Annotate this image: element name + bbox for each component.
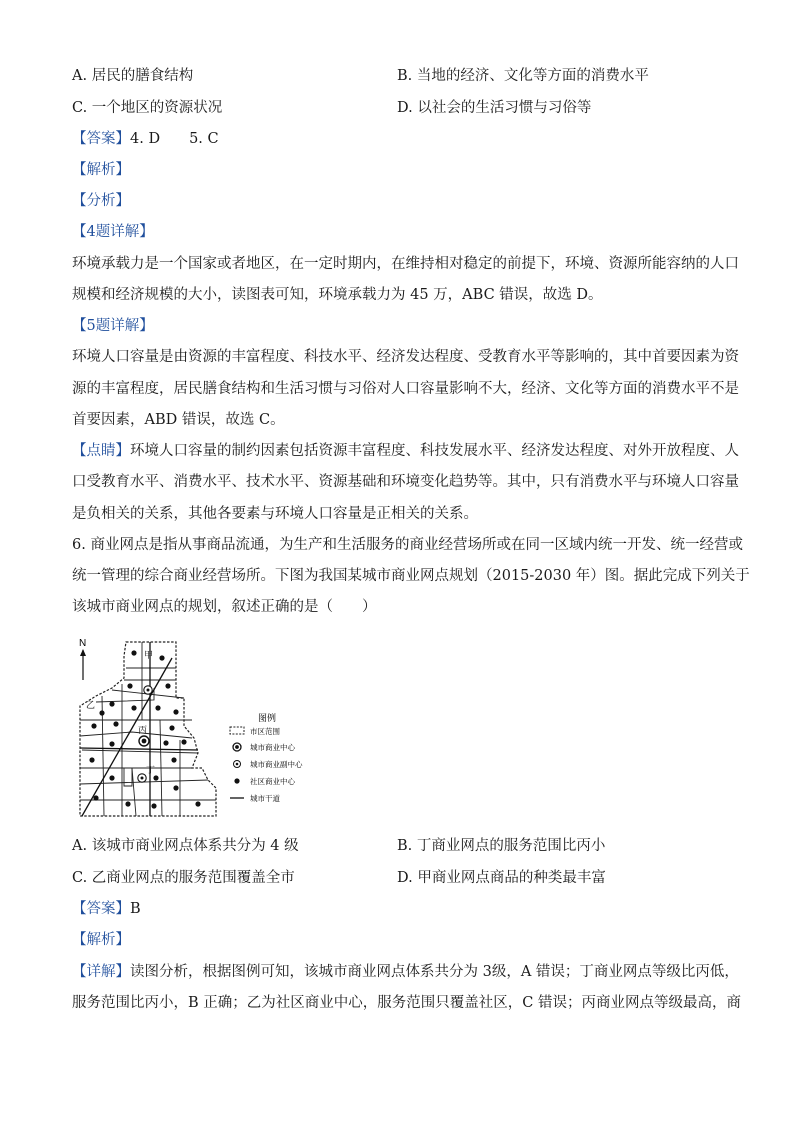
q4-line-1: 环境承载力是一个国家或者地区，在一定时期内，在维持相对稳定的前提下，环境、资源所能容纳的人口 — [72, 256, 739, 272]
jiexi-heading: 【解析】 — [72, 162, 130, 178]
north-label: N — [79, 638, 87, 649]
district-lines — [80, 642, 216, 816]
answer-tag: 【答案】 — [72, 131, 130, 147]
q4-line-2: 规模和经济规模的大小，读图表可知，环境承载力为 45 万，ABC 错误，故选 D。 — [72, 287, 603, 303]
q6-option-c: C. 乙商业网点的服务范围覆盖全市 — [72, 870, 295, 886]
dianjing-line-1 — [72, 441, 739, 461]
legend-center-label: 城市商业中心 — [250, 743, 295, 752]
xiangjie-tag: 【详解】 — [72, 964, 130, 980]
legend-community-icon — [234, 778, 239, 783]
q6-option-d: D. 甲商业网点商品的种类最丰富 — [397, 870, 606, 886]
answer6-line — [72, 899, 141, 919]
answer-line — [72, 129, 219, 149]
legend-road-label: 城市干道 — [250, 794, 280, 803]
north-arrow-head-icon — [80, 649, 86, 656]
option-c: C. 一个地区的资源状况 — [72, 100, 223, 116]
label-ding: 丁 — [146, 766, 156, 776]
dianjing-line-2: 口受教育水平、消费水平、技术水平、资源基础和环境变化趋势等。其中，只有消费水平与环境人口容量 — [72, 474, 739, 490]
q6-line-1: 6. 商业网点是指从事商品流通，为生产和生活服务的商业经营场所或在同一区域内统一开发、统一经营或 — [72, 537, 743, 553]
city-center-bing — [139, 736, 149, 746]
xiangjie-text-1: 读图分析，根据图例可知，该城市商业网点体系共分为 3级，A 错误；丁商业网点等级比丙低， — [130, 964, 739, 980]
q5-line-3: 首要因素，ABD 错误，故选 C。 — [72, 412, 285, 428]
q5-line-2: 源的丰富程度，居民膳食结构和生活习惯与习俗对人口容量影响不大，经济、文化等方面的消费水平不是 — [72, 381, 739, 397]
fenxi-heading: 【分析】 — [72, 193, 130, 209]
xiangjie-line-1 — [72, 962, 739, 982]
legend-subcenter-label: 城市商业副中心 — [250, 760, 303, 769]
label-bing: 丙 — [138, 726, 148, 736]
commercial-network-map — [72, 628, 322, 823]
option-b: B. 当地的经济、文化等方面的消费水平 — [397, 68, 649, 84]
legend-title: 图例 — [258, 714, 277, 724]
label-yi: 乙 — [86, 701, 96, 711]
q6-line-2: 统一管理的综合商业经营场所。下图为我国某城市商业网点规划（2015-2030 年）图。据此完成下列关于 — [72, 568, 750, 584]
option-d: D. 以社会的生活习惯与习俗等 — [397, 100, 592, 116]
option-a: A. 居民的膳食结构 — [72, 68, 194, 84]
legend-center-dot — [235, 745, 239, 749]
legend-community-label: 社区商业中心 — [250, 777, 295, 786]
answer-text: 4. D 5. C — [130, 131, 219, 147]
q6-option-a: A. 该城市商业网点体系共分为 4 级 — [72, 838, 299, 854]
dianjing-tag: 【点睛】 — [72, 443, 130, 459]
legend-subcenter-dot — [236, 763, 239, 766]
q5-heading: 【5题详解】 — [72, 318, 154, 334]
answer6-text: B — [130, 901, 141, 917]
q6-line-3: 该城市商业网点的规划，叙述正确的是（ ） — [72, 599, 377, 615]
answer6-tag: 【答案】 — [72, 901, 130, 917]
legend-boundary-label: 市区范围 — [250, 727, 280, 736]
map-legend — [230, 712, 303, 803]
jiexi2-heading: 【解析】 — [72, 932, 130, 948]
q5-line-1: 环境人口容量是由资源的丰富程度、科技水平、经济发达程度、受教育水平等影响的，其中首要因素为资 — [72, 349, 739, 365]
xiangjie-line-2: 服务范围比丙小，B 正确；乙为社区商业中心，服务范围只覆盖社区，C 错误；丙商业网点等级最高，商 — [72, 995, 741, 1011]
dianjing-line-3: 是负相关的关系，其他各要素与环境人口容量是正相关的关系。 — [72, 506, 478, 522]
label-jia: 甲 — [144, 651, 154, 661]
legend-boundary-swatch — [230, 727, 244, 734]
dianjing-text-1: 环境人口容量的制约因素包括资源丰富程度、科技发展水平、经济发达程度、对外开放程度、人 — [130, 443, 739, 459]
q4-heading: 【4题详解】 — [72, 224, 154, 240]
q6-option-b: B. 丁商业网点的服务范围比丙小 — [397, 838, 606, 854]
